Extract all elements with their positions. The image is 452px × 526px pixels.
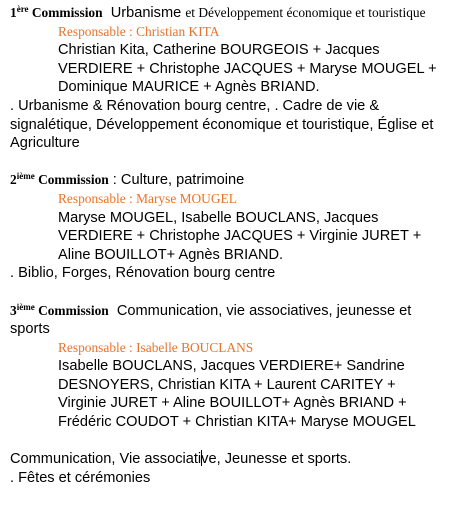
members-list: Isabelle BOUCLANS, Jacques VERDIERE+ Sandrine DESNOYERS, Christian KITA + Laurent CARITEY + Virginie JURET + Aline BOUILLOT+ Agnès BRIAND + Frédéric COUDOT + Christian KITA+ Maryse MOUGEL <box>58 358 416 431</box>
commission-title: Urbanisme <box>110 5 182 21</box>
themes-text: . Biblio, Forges, Rénovation bourg centre <box>10 265 276 282</box>
commission-title: Culture, patrimoine <box>120 172 245 189</box>
commission-title-rest: et Développement économique et touristique <box>185 5 426 20</box>
responsable-line: Responsable : Isabelle BOUCLANS <box>58 339 254 355</box>
commission-ordinal: 3ième Commission <box>10 301 109 318</box>
commission-ordinal: 2ième Commission <box>10 171 109 188</box>
members-list: Christian Kita, Catherine BOURGEOIS + Jacques VERDIERE + Christophe JACQUES + Maryse MOUGEL + Dominique MAURICE + Agnès BRIAND. <box>58 42 437 96</box>
themes-text: . Urbanisme & Rénovation bourg centre, . Cadre de vie & signalétique, Développement économique et touristique, Église et Agriculture <box>10 97 434 152</box>
commission-heading <box>10 4 446 23</box>
responsable-line: Responsable : Christian KITA <box>58 23 220 39</box>
commission-ordinal: 1ère Commission <box>10 4 103 20</box>
commission-heading: 2ième Commission : Culture, patrimoine <box>10 171 245 189</box>
themes-text: Communication, Vie associative, Jeunesse et sports. <box>10 451 352 468</box>
commission-heading <box>10 302 446 339</box>
responsable-line: Responsable : Maryse MOUGEL <box>58 190 237 206</box>
document-body[interactable] <box>10 4 446 487</box>
commission-title: Communication, vie associatives, jeunesse et sports <box>10 302 412 338</box>
commission-1 <box>10 4 446 153</box>
members-list: Maryse MOUGEL, Isabelle BOUCLANS, Jacques VERDIERE + Christophe JACQUES + Virginie JURET + Aline BOUILLOT+ Agnès BRIAND. <box>58 209 422 263</box>
commission-2 <box>10 171 446 283</box>
commission-3 <box>10 302 446 488</box>
themes-text-2: . Fêtes et cérémonies <box>10 469 151 486</box>
